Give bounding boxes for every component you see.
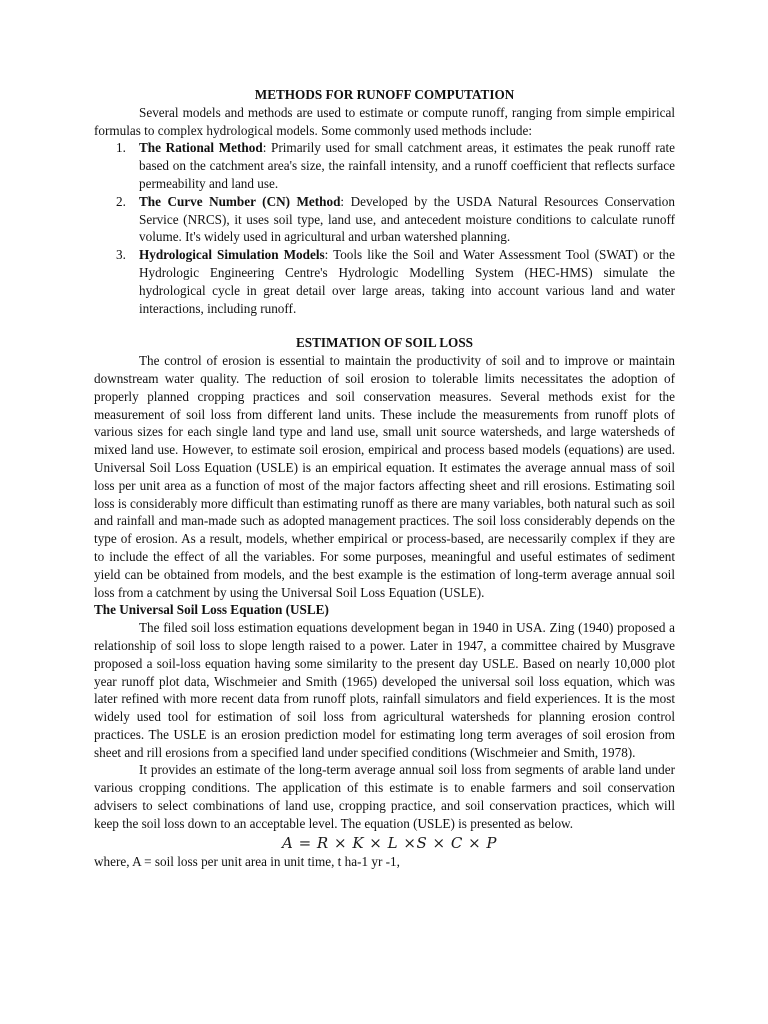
list-item-separator: :: [262, 140, 272, 156]
list-item-text: Primarily used for small catchment areas, it estimates the peak runoff rate based on the catchment area's size, the rainfall intensity, and a runoff coefficient that reflects surface permeability and land use.: [139, 140, 676, 191]
list-item-text: Tools like the Soil and Water Assessment Tool (SWAT) or the Hydrologic Engineering Centre's Hydrologic Modelling System (HEC-HMS) simulate the hydrological cycle in great detail over large areas, taking into account various land and water interactions, including runoff.: [139, 247, 675, 316]
list-item: [94, 246, 675, 317]
runoff-intro-paragraph: Several models and methods are used to estimate or compute runoff, ranging from simple empirical formulas to complex hydrological models. Some commonly used methods include:: [94, 104, 675, 138]
list-item-number: 1.: [116, 140, 126, 156]
list-item-separator: :: [340, 193, 351, 209]
usle-equation: A = R × K × L ×S × C × P: [282, 833, 497, 852]
usle-purpose-paragraph: It provides an estimate of the long-term average annual soil loss from segments of arable land under various cropping conditions. The application of this estimate is to enable farmers and soil conservation advisers to select combinations of land use, cropping practice, and soil conservation practices, which will keep the soil loss down to an acceptable level. The equation (USLE) is presented as below.: [94, 762, 675, 831]
section-title-soil-loss: ESTIMATION OF SOIL LOSS: [296, 335, 473, 351]
runoff-methods-list: [94, 139, 675, 317]
usle-history-paragraph: The filed soil loss estimation equations development began in 1940 in USA. Zing (1940) proposed a relationship of soil loss to slope length raised to a power. Later in 1947, a committee chaired by Musgrave proposed a soil-loss equation having some similarity to the present day USLE. Based on nearly 10,000 plot year runoff plot data, Wischmeier and Smith (1965) developed the universal soil loss equation, which was later refined with more recent data from runoff plots, rainfall simulators and field experiences. It is the most widely used tool for estimation of soil loss from agricultural watersheds for planning erosion control practices. The USLE is an erosion prediction model for estimating long term averages of soil erosion from sheet and rill erosions from a specified land under specified conditions (Wischmeier and Smith, 1978).: [94, 620, 675, 760]
list-item: [94, 139, 675, 192]
list-item-term: The Curve Number (CN) Method: [139, 193, 341, 209]
usle-subheading: The Universal Soil Loss Equation (USLE): [94, 602, 329, 618]
list-item-separator: :: [324, 247, 334, 263]
soil-loss-paragraph: The control of erosion is essential to maintain the productivity of soil and to improve or maintain downstream water quality. The reduction of soil erosion to tolerable limits necessitates the adoption of properly planned cropping practices and soil conservation measures. Several methods exist for the measurement of soil loss from different land units. These include the measurements from runoff plots of various sizes for each single land type and land use, small unit source watersheds, and large watersheds of mixed land use. However, to estimate soil erosion, empirical and process based models (equations) are used. Universal Soil Loss Equation (USLE) is an empirical equation. It estimates the average annual mass of soil loss per unit area as a function of most of the major factors affecting sheet and rill erosions. Estimating soil loss is considerably more difficult than estimating runoff as there are many variables, both natural such as soil and rainfall and man-made such as adopted management practices. The soil loss considerably depends on the type of erosion. As a result, models, whether empirical or process-based, are necessarily complex if they are to include the effect of all the variables. For some purposes, meaningful and useful estimates of sediment yield can be obtained from models, and the best example is the estimation of long-term average annual soil loss from a catchment by using the Universal Soil Loss Equation (USLE).: [94, 353, 675, 600]
list-item-term: Hydrological Simulation Models: [139, 247, 325, 263]
section-spacer: [94, 317, 675, 334]
equation-where-line: where, A = soil loss per unit area in unit time, t ha-1 yr -1,: [94, 853, 400, 869]
list-item-number: 3.: [116, 247, 126, 263]
list-item: [94, 193, 675, 246]
list-item-term: The Rational Method: [139, 140, 263, 156]
document-page: [94, 86, 675, 870]
list-item-number: 2.: [116, 193, 126, 209]
section-title-runoff: METHODS FOR RUNOFF COMPUTATION: [254, 87, 515, 102]
list-item-text: Developed by the USDA Natural Resources Conservation Service (NRCS), it uses soil type, land use, and antecedent moisture conditions to calculate runoff volume. It's widely used in agricultural and urban watershed planning.: [139, 193, 675, 245]
